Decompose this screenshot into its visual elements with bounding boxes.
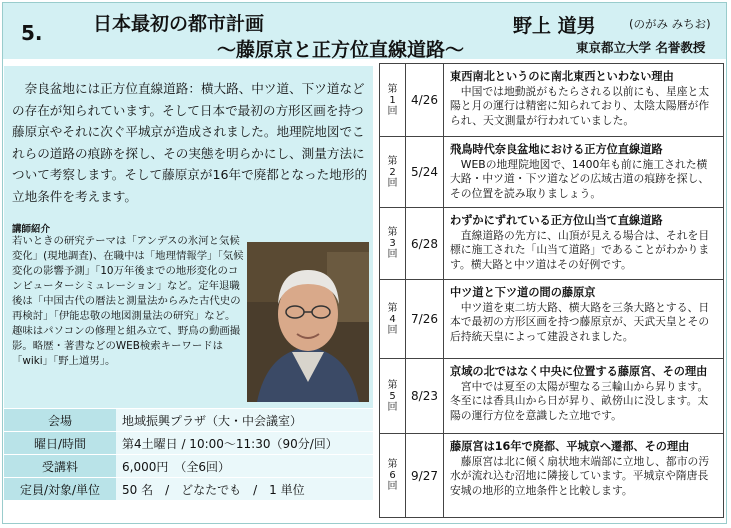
- bio-text: 若いときの研究テーマは「アンデスの氷河と気候変化」(現地調査)、在職中は「地理情報学」「気候変化の影響予測」「10万年後までの地形変化のコンピューターシミュレーション」など。定年退職後は「中国古代の暦法と測量法からみた古代史の再検討」「伊能忠敬の地図測量法の研究」など。趣味はパソコンの修理と組み立て、野鳥の動画撮影。略歴・著書などのWEB検索キーワードは「wiki」「野上道男」。: [12, 235, 244, 367]
- info-row: [4, 409, 373, 432]
- session-1: [380, 64, 723, 137]
- session-date: 9/27: [406, 434, 444, 517]
- session-body: [450, 143, 718, 201]
- session-title: 藤原宮は16年で廃都、平城京へ遷都、その理由: [450, 440, 690, 453]
- info-value: 第4土曜日 / 10:00～11:30（90分/回）: [116, 432, 373, 455]
- lecture-title: 日本最初の都市計画: [93, 13, 265, 35]
- lecturer-name: 野上 道男: [513, 15, 596, 37]
- session-ordinal: 第 5 回: [380, 359, 406, 433]
- session-body: [450, 365, 718, 423]
- session-body: [450, 440, 718, 498]
- session-ordinal: 第 4 回: [380, 280, 406, 358]
- session-text: 直線道路の先方に、山頂が見える場合は、それを目標に施工された「山当て道路」であることがわかります。横大路と中ツ道はその好例です。: [450, 228, 710, 271]
- session-ordinal: 第 2 回: [380, 137, 406, 207]
- bio-heading: 講師紹介: [12, 224, 51, 235]
- session-text: 中ツ道を東二坊大路、横大路を三条大路とする、日本で最初の方形区画を持つ藤原京が、天武天皇とその后持統天皇によって建設されました。: [450, 300, 710, 343]
- lecture-subtitle: ～藤原京と正方位直線道路～: [217, 39, 465, 61]
- session-ordinal: 第 1 回: [380, 64, 406, 136]
- session-title: 中ツ道と下ツ道の間の藤原京: [450, 286, 596, 299]
- session-body: [450, 70, 718, 128]
- session-ordinal: 第 3 回: [380, 208, 406, 279]
- session-6: [380, 434, 723, 517]
- session-date: 5/24: [406, 137, 444, 207]
- overview-panel: [4, 66, 373, 408]
- info-row: [4, 455, 373, 478]
- session-3: [380, 208, 723, 280]
- session-body: [450, 286, 718, 344]
- session-ordinal: 第 6 回: [380, 434, 406, 517]
- lecturer-affiliation: 東京都立大学 名誉教授: [576, 40, 706, 55]
- session-text: WEBの地理院地図で、1400年も前に施工された横大路・中ツ道・下ツ道などの広域古道の痕跡を探し、その位置を読み取りましょう。: [450, 157, 710, 200]
- info-key: 会場: [4, 409, 116, 432]
- session-title: わずかにずれている正方位山当て直線道路: [450, 214, 663, 227]
- session-date: 4/26: [406, 64, 444, 136]
- lecture-number: 5.: [21, 21, 43, 45]
- session-body: [450, 214, 718, 272]
- header: [3, 3, 726, 59]
- info-value: 6,000円 （全6回）: [116, 455, 373, 478]
- lecturer-kana: (のがみ みちお): [629, 17, 711, 31]
- session-date: 6/28: [406, 208, 444, 279]
- info-key: 曜日/時間: [4, 432, 116, 455]
- session-title: 京域の北ではなく中央に位置する藤原宮、その理由: [450, 365, 708, 378]
- info-row: [4, 432, 373, 455]
- info-value: 地域振興プラザ（大・中会議室）: [116, 409, 373, 432]
- info-row: [4, 478, 373, 501]
- session-text: 宮中では夏至の太陽が聖なる三輪山から昇ります。冬至には香具山から日が昇り、畝傍山に没します。太陽の運行方位を意識した立地です。: [450, 379, 709, 422]
- session-4: [380, 280, 723, 359]
- intro-text: 奈良盆地には正方位直線道路：横大路、中ツ道、下ツ道などの存在が知られています。そして日本で最初の方形区画を持つ藤原京やそれに次ぐ平城京が造成されました。地理院地図でこれらの道路の痕跡を探し、その実態を明らかにし、測量方法について考察します。そして藤原京が16年で廃都となった地形的立地条件を考えます。: [12, 81, 368, 204]
- info-key: 定員/対象/単位: [4, 478, 116, 501]
- session-text: 中国では地動説がもたらされる以前にも、星座と太陽と月の運行は精密に知られており、太陰太陽暦が作られ、天文測量が行われていました。: [450, 84, 710, 127]
- info-value: 50 名 / どなたでも / 1 単位: [116, 478, 373, 501]
- lecturer-photo: [247, 242, 369, 402]
- session-date: 8/23: [406, 359, 444, 433]
- info-key: 受講料: [4, 455, 116, 478]
- session-2: [380, 137, 723, 208]
- session-title: 東西南北というのに南北東西といわない理由: [450, 70, 674, 83]
- session-date: 7/26: [406, 280, 444, 358]
- session-text: 藤原宮は北に傾く扇状地末端部に立地し、都市の汚水が流れ込む沼地に隣接しています。平城京や隋唐長安城の地形的立地条件と比較します。: [450, 454, 710, 497]
- portrait-image: [247, 242, 369, 402]
- session-title: 飛鳥時代奈良盆地における正方位直線道路: [450, 143, 663, 156]
- session-5: [380, 359, 723, 434]
- course-info-table: [4, 408, 373, 500]
